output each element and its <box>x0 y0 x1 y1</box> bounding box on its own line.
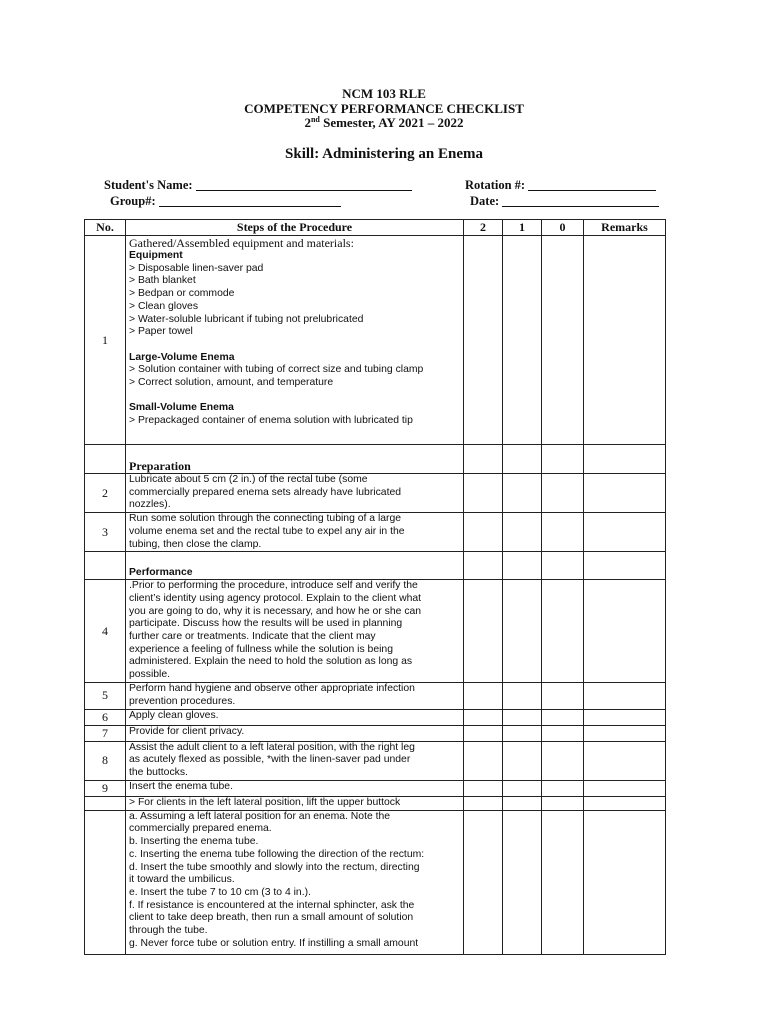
col-header-no: No. <box>85 220 126 236</box>
score-0-cell[interactable] <box>542 445 584 474</box>
table-header-row <box>85 220 666 236</box>
step-number: 2 <box>85 474 126 513</box>
score-0-cell[interactable] <box>542 709 584 725</box>
score-1-cell[interactable] <box>503 445 542 474</box>
score-1-cell[interactable] <box>503 580 542 683</box>
table-row <box>85 552 666 580</box>
score-0-cell[interactable] <box>542 725 584 741</box>
step-number: 6 <box>85 709 126 725</box>
remarks-cell[interactable] <box>584 580 666 683</box>
step-number: 4 <box>85 580 126 683</box>
rotation-line[interactable] <box>528 178 656 191</box>
score-1-cell[interactable] <box>503 513 542 552</box>
table-row <box>85 683 666 709</box>
remarks-cell[interactable] <box>584 741 666 780</box>
score-1-cell[interactable] <box>503 236 542 445</box>
table-row <box>85 741 666 780</box>
table-row <box>85 810 666 954</box>
remarks-cell[interactable] <box>584 725 666 741</box>
step-text: Perform hand hygiene and observe other appropriate infection prevention procedures. <box>126 683 464 709</box>
remarks-cell[interactable] <box>584 709 666 725</box>
remarks-cell[interactable] <box>584 552 666 580</box>
group-field[interactable]: Group#: <box>110 193 341 209</box>
score-0-cell[interactable] <box>542 780 584 796</box>
table-row <box>85 445 666 474</box>
score-2-cell[interactable] <box>464 445 503 474</box>
score-1-cell[interactable] <box>503 741 542 780</box>
skill-title: Skill: Administering an Enema <box>285 146 483 162</box>
score-0-cell[interactable] <box>542 236 584 445</box>
table-row <box>85 580 666 683</box>
score-0-cell[interactable] <box>542 741 584 780</box>
step-text: .Prior to performing the procedure, introduce self and verify the client’s identity using agency protocol. Explain to the client what you are going to do, why it is necessary, and how he or she can participate. Discuss how the results will be used in planning further care or treatments. Indicate that the client may experience a feeling of fullness while the solution is being administered. Explain the need to hold the solution as long as possible. <box>126 580 464 683</box>
student-name-field[interactable]: Student's Name: <box>104 177 412 193</box>
score-2-cell[interactable] <box>464 236 503 445</box>
group-line[interactable] <box>159 194 341 207</box>
student-name-line[interactable] <box>196 178 412 191</box>
col-header-score-1: 1 <box>503 220 542 236</box>
step-text: Assist the adult client to a left lateral position, with the right leg as acutely flexed as possible, *with the linen-saver pad under the buttocks. <box>126 741 464 780</box>
table-row <box>85 236 666 445</box>
score-1-cell[interactable] <box>503 709 542 725</box>
score-1-cell[interactable] <box>503 796 542 810</box>
table-row <box>85 780 666 796</box>
col-header-score-0: 0 <box>542 220 584 236</box>
table-row <box>85 474 666 513</box>
semester-line: 2nd Semester, AY 2021 – 2022 <box>304 115 464 130</box>
score-2-cell[interactable] <box>464 513 503 552</box>
score-2-cell[interactable] <box>464 474 503 513</box>
table-row <box>85 709 666 725</box>
score-0-cell[interactable] <box>542 513 584 552</box>
score-0-cell[interactable] <box>542 810 584 954</box>
score-1-cell[interactable] <box>503 552 542 580</box>
score-1-cell[interactable] <box>503 725 542 741</box>
table-row <box>85 796 666 810</box>
score-2-cell[interactable] <box>464 580 503 683</box>
score-0-cell[interactable] <box>542 580 584 683</box>
score-0-cell[interactable] <box>542 683 584 709</box>
section-heading-performance: Performance <box>126 552 464 580</box>
col-header-remarks: Remarks <box>584 220 666 236</box>
step-text: Apply clean gloves. <box>126 709 464 725</box>
step-text: Lubricate about 5 cm (2 in.) of the rectal tube (some commercially prepared enema sets already have lubricated nozzles). <box>126 474 464 513</box>
score-1-cell[interactable] <box>503 810 542 954</box>
score-0-cell[interactable] <box>542 552 584 580</box>
remarks-cell[interactable] <box>584 683 666 709</box>
step-number: 3 <box>85 513 126 552</box>
remarks-cell[interactable] <box>584 810 666 954</box>
remarks-cell[interactable] <box>584 780 666 796</box>
document-title: COMPETENCY PERFORMANCE CHECKLIST <box>244 101 524 116</box>
score-0-cell[interactable] <box>542 796 584 810</box>
step-number: 8 <box>85 741 126 780</box>
score-1-cell[interactable] <box>503 780 542 796</box>
remarks-cell[interactable] <box>584 474 666 513</box>
remarks-cell[interactable] <box>584 513 666 552</box>
course-code: NCM 103 RLE <box>342 86 426 101</box>
col-header-score-2: 2 <box>464 220 503 236</box>
step-text: Gathered/Assembled equipment and materials: Equipment > Disposable linen-saver pad > Bath blanket > Bedpan or commode > Clean gloves > Water-soluble lubricant if tubing not prelubricated > Paper towel Large-Volume Enema > Solution container with tubing of correct size and tubing clamp > Correct solution, amount, and temperature Small-Volume Enema > Prepackaged container of enema solution with lubricated tip <box>126 236 464 445</box>
table-row <box>85 725 666 741</box>
score-2-cell[interactable] <box>464 741 503 780</box>
step-number: 7 <box>85 725 126 741</box>
score-1-cell[interactable] <box>503 683 542 709</box>
step-text: Insert the enema tube. <box>126 780 464 796</box>
score-2-cell[interactable] <box>464 810 503 954</box>
score-2-cell[interactable] <box>464 780 503 796</box>
col-header-steps: Steps of the Procedure <box>126 220 464 236</box>
score-2-cell[interactable] <box>464 709 503 725</box>
date-line[interactable] <box>502 194 659 207</box>
step-text: Provide for client privacy. <box>126 725 464 741</box>
checklist-table <box>84 219 666 955</box>
step-number: 1 <box>85 236 126 445</box>
score-2-cell[interactable] <box>464 683 503 709</box>
remarks-cell[interactable] <box>584 236 666 445</box>
table-row <box>85 513 666 552</box>
score-2-cell[interactable] <box>464 725 503 741</box>
step-number: 9 <box>85 780 126 796</box>
step-text: Run some solution through the connecting tubing of a large volume enema set and the rectal tube to expel any air in the tubing, then close the clamp. <box>126 513 464 552</box>
rotation-field[interactable]: Rotation #: <box>465 177 656 193</box>
score-2-cell[interactable] <box>464 552 503 580</box>
remarks-cell[interactable] <box>584 445 666 474</box>
date-field[interactable]: Date: <box>470 193 659 209</box>
step-number: 5 <box>85 683 126 709</box>
score-1-cell[interactable] <box>503 474 542 513</box>
step-text: a. Assuming a left lateral position for an enema. Note the commercially prepared enema. b. Inserting the enema tube. c. Inserting the enema tube following the direction of the rectum: d. Insert the tube smoothly and slowly into the rectum, directing it toward the umbilicus. e. Insert the tube 7 to 10 cm (3 to 4 in.). f. If resistance is encountered at the internal sphincter, ask the client to take deep breath, then run a small amount of solution through the tube. g. Never force tube or solution entry. If instilling a small amount <box>126 810 464 954</box>
section-heading-preparation: Preparation <box>126 445 464 474</box>
score-0-cell[interactable] <box>542 474 584 513</box>
remarks-cell[interactable] <box>584 796 666 810</box>
step-text: > For clients in the left lateral position, lift the upper buttock <box>126 796 464 810</box>
score-2-cell[interactable] <box>464 796 503 810</box>
